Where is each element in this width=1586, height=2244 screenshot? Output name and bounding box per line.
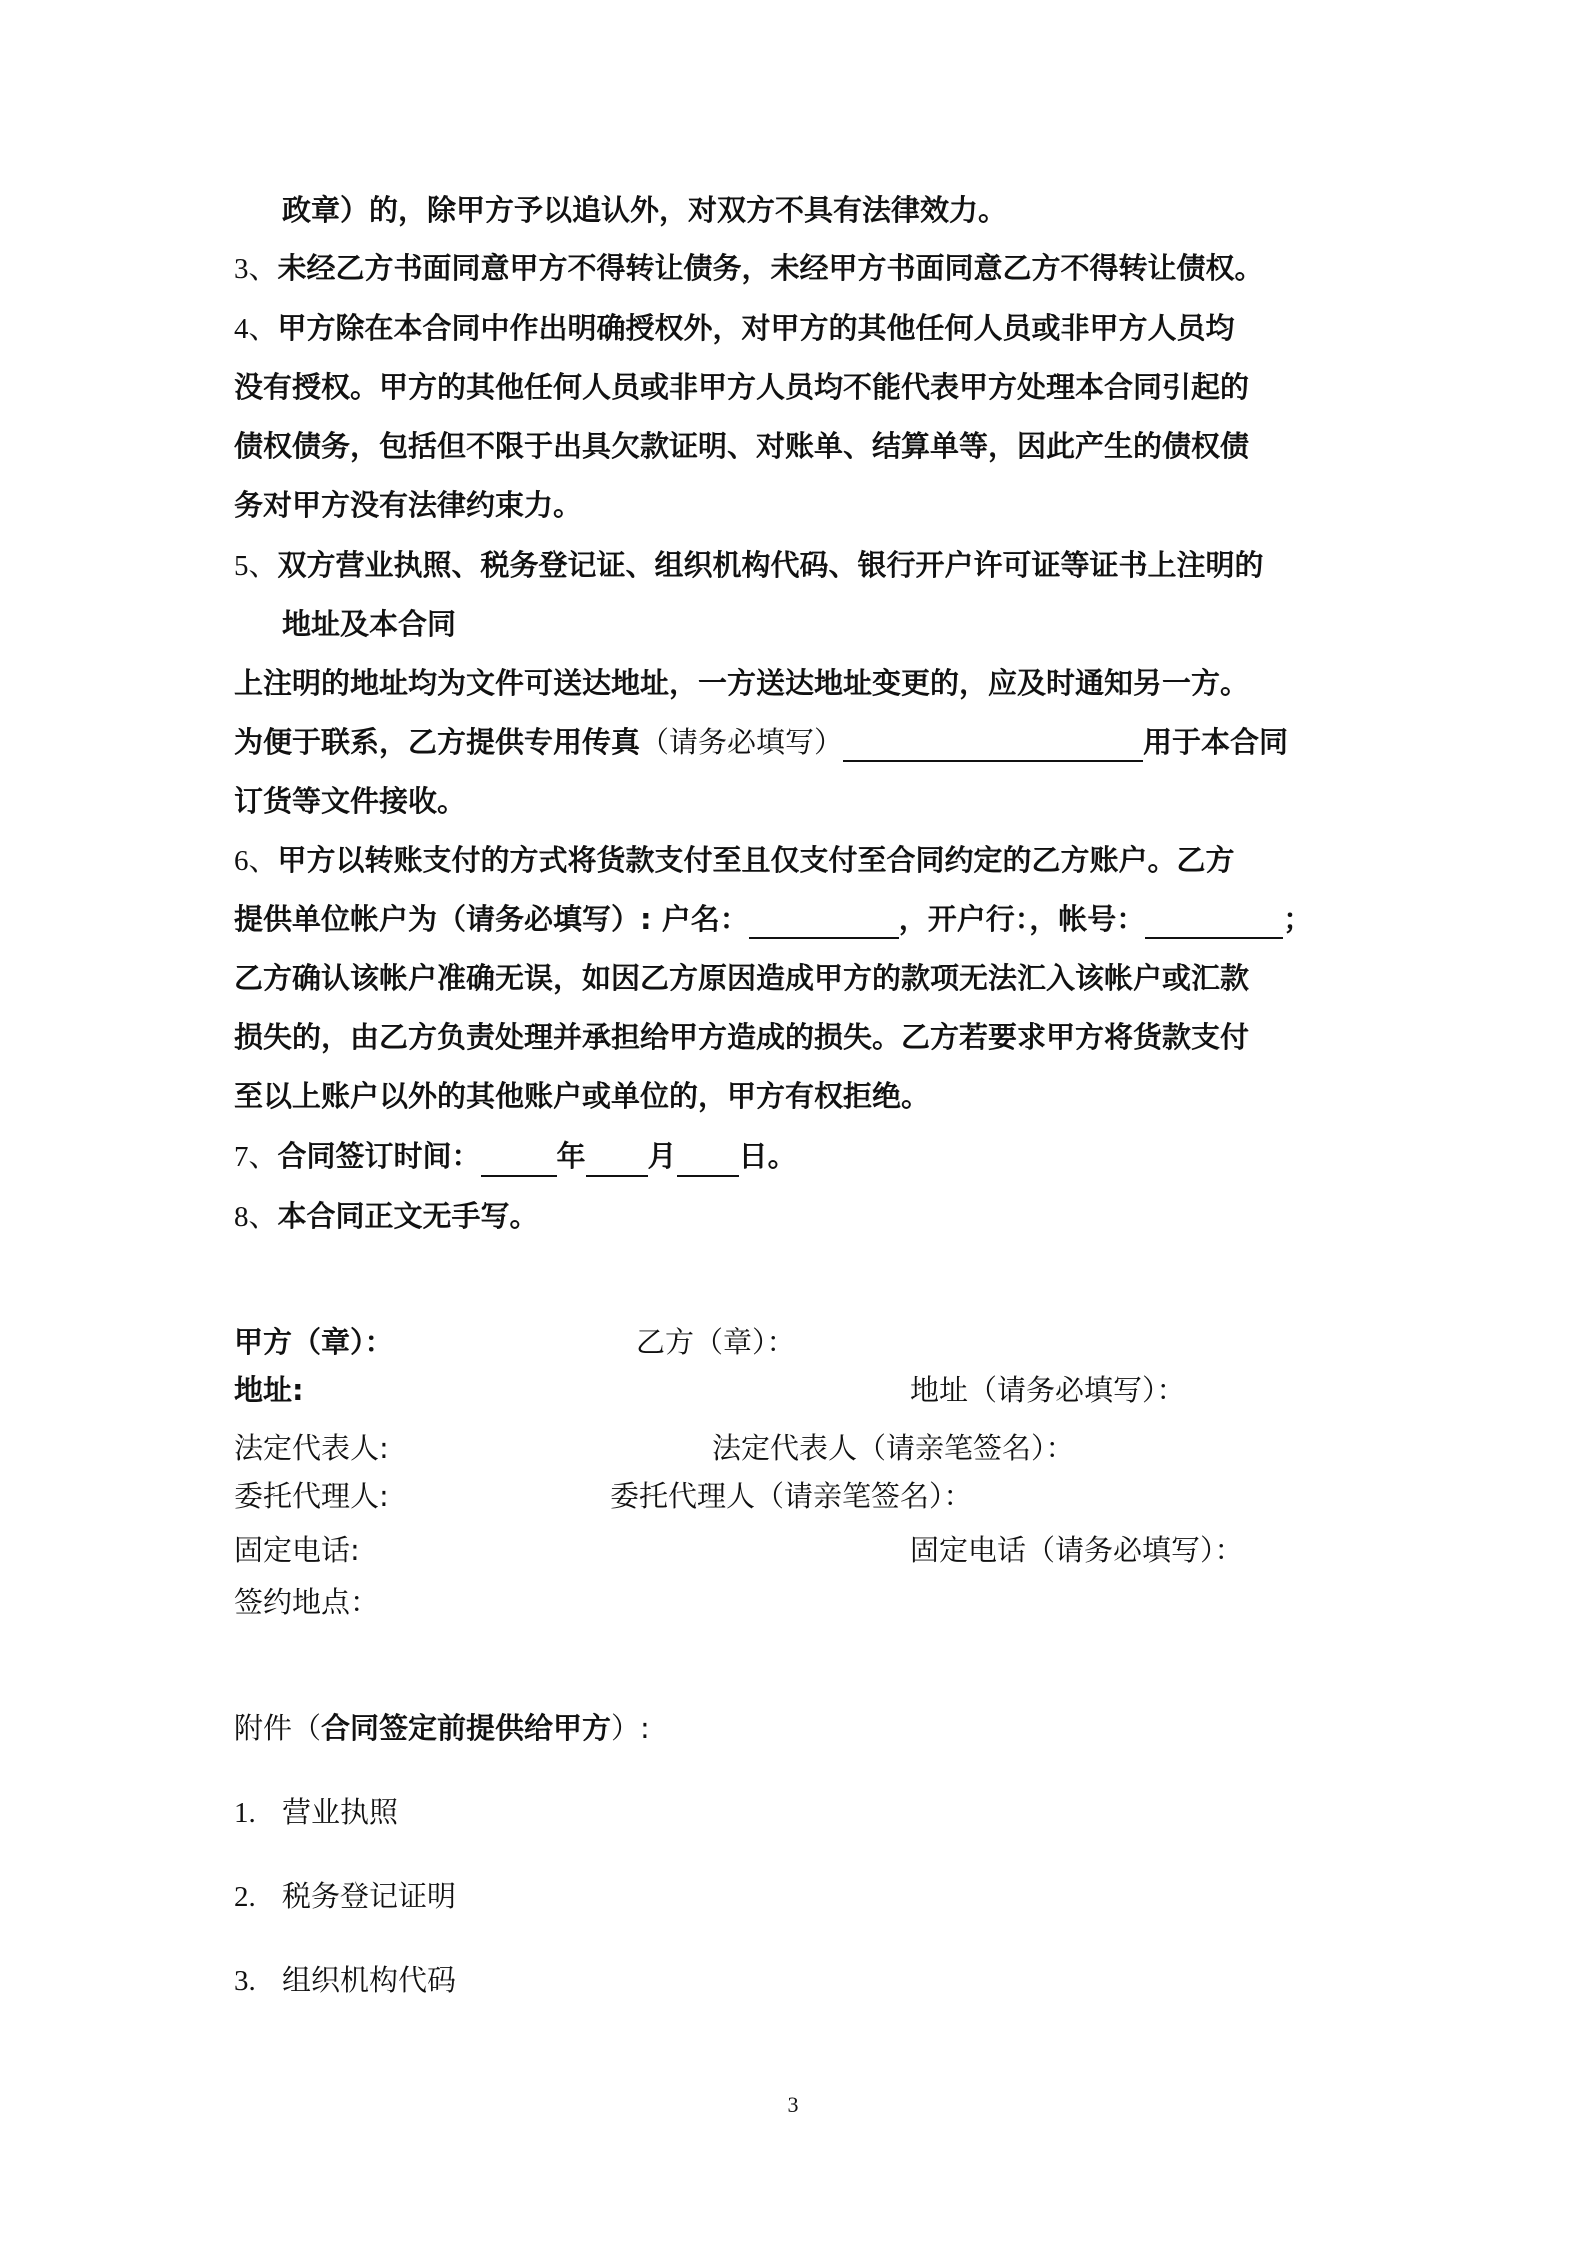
party-a-agent-label: 委托代理人: [234, 1479, 389, 1513]
clause-5-line-1 [234, 545, 1264, 586]
clause-number: 6、 [234, 845, 278, 877]
bank-label: ，开户行： [898, 902, 1030, 936]
clause-6-line-4: 损失的，由乙方负责处理并承担给甲方造成的损失。乙方若要求甲方将货款支付 [234, 1020, 1250, 1054]
account-name-blank[interactable] [749, 905, 899, 939]
attachments-heading-note: 合同签定前提供给甲方 [321, 1711, 612, 1745]
clause-text: 未经乙方书面同意甲方不得转让债务，未经甲方书面同意乙方不得转让债权。 [277, 251, 1264, 285]
attachment-number: 1. [234, 1797, 256, 1829]
clause-number: 8、 [234, 1201, 278, 1233]
clause-8 [234, 1196, 539, 1237]
attachment-label: 营业执照 [282, 1795, 399, 1829]
day-blank[interactable] [677, 1143, 739, 1177]
clause-number: 5、 [234, 550, 278, 582]
clause-number: 7、 [234, 1141, 278, 1173]
punct: ； [1283, 902, 1313, 936]
clause-4-line-1 [234, 308, 1235, 349]
clause-6-line-5: 至以上账户以外的其他账户或单位的，甲方有权拒绝。 [234, 1079, 931, 1113]
list-item [234, 1876, 456, 1917]
party-b-legal-rep-label: 法定代表人（请亲笔签名）： [712, 1431, 1075, 1465]
party-b-seal-label: 乙方（章）： [636, 1325, 796, 1359]
clause-number: 3、 [234, 253, 278, 285]
party-a-legal-rep-label: 法定代表人: [234, 1431, 389, 1465]
fax-note: （请务必填写） [640, 725, 844, 759]
clause-text: 甲方除在本合同中作出明确授权外，对甲方的其他任何人员或非甲方人员均 [277, 311, 1235, 345]
clause-number: 4、 [234, 313, 278, 345]
clause-5-line-4 [234, 722, 1288, 762]
clause-5-line-5: 订货等文件接收。 [234, 784, 467, 818]
clause-text: 用于本合同 [1143, 725, 1289, 759]
page-number: 3 [787, 2092, 799, 2117]
clause-6-line-1 [234, 840, 1235, 881]
signing-place-label: 签约地点： [234, 1585, 380, 1619]
month-blank[interactable] [586, 1143, 648, 1177]
fax-label: 专用传真 [524, 725, 641, 759]
clause-4-line-3: 债权债务，包括但不限于出具欠款证明、对账单、结算单等，因此产生的债权债 [234, 429, 1250, 463]
list-item [234, 1792, 398, 1833]
party-a-seal-label: 甲方（章）： [234, 1325, 394, 1359]
attachment-number: 2. [234, 1881, 256, 1913]
clause-6-line-3: 乙方确认该帐户准确无误，如因乙方原因造成甲方的款项无法汇入该帐户或汇款 [234, 961, 1250, 995]
year-blank[interactable] [481, 1143, 557, 1177]
day-label: 日。 [738, 1139, 797, 1173]
account-number-label: ，帐号： [1029, 902, 1146, 936]
fax-blank[interactable] [843, 728, 1143, 762]
clause-4-line-2: 没有授权。甲方的其他任何人员或非甲方人员均不能代表甲方处理本合同引起的 [234, 370, 1250, 404]
clause-5-line-2: 地址及本合同 [282, 607, 457, 641]
attachment-number: 3. [234, 1965, 256, 1997]
party-b-address-label: 地址（请务必填写）： [910, 1373, 1186, 1407]
party-a-phone-label: 固定电话: [234, 1533, 360, 1567]
month-label: 月 [647, 1139, 677, 1173]
clause-7 [234, 1136, 797, 1177]
party-a-address-label: 地址: [234, 1373, 304, 1407]
year-label: 年 [556, 1139, 586, 1173]
attachments-heading-suffix: ）: [611, 1711, 650, 1745]
clause-5-line-3: 上注明的地址均为文件可送达地址，一方送达地址变更的，应及时通知另一方。 [234, 666, 1250, 700]
attachments-heading [234, 1708, 650, 1748]
clause-6-line-2 [234, 899, 1312, 939]
clause-text: 双方营业执照、税务登记证、组织机构代码、银行开户许可证等证书上注明的 [277, 548, 1264, 582]
party-b-agent-label: 委托代理人（请亲笔签名）： [610, 1479, 973, 1513]
party-b-phone-label: 固定电话（请务必填写）： [910, 1533, 1244, 1567]
clause-2-tail: 政章）的，除甲方予以追认外，对双方不具有法律效力。 [282, 193, 1008, 227]
account-label: 提供单位帐户为（请务必填写）: 户名： [234, 902, 749, 936]
list-item [234, 1960, 456, 2001]
clause-4-line-4: 务对甲方没有法律约束力。 [234, 488, 583, 522]
sign-date-label: 合同签订时间： [277, 1139, 481, 1173]
attachments-heading-prefix: 附件（ [234, 1711, 322, 1745]
attachment-label: 组织机构代码 [282, 1963, 457, 1997]
clause-3 [234, 248, 1264, 289]
clause-text: 为便于联系，乙方提供 [234, 725, 525, 759]
attachment-label: 税务登记证明 [282, 1879, 457, 1913]
clause-text: 本合同正文无手写。 [277, 1199, 539, 1233]
account-number-blank[interactable] [1145, 905, 1283, 939]
clause-text: 甲方以转账支付的方式将货款支付至且仅支付至合同约定的乙方账户。乙方 [277, 843, 1235, 877]
